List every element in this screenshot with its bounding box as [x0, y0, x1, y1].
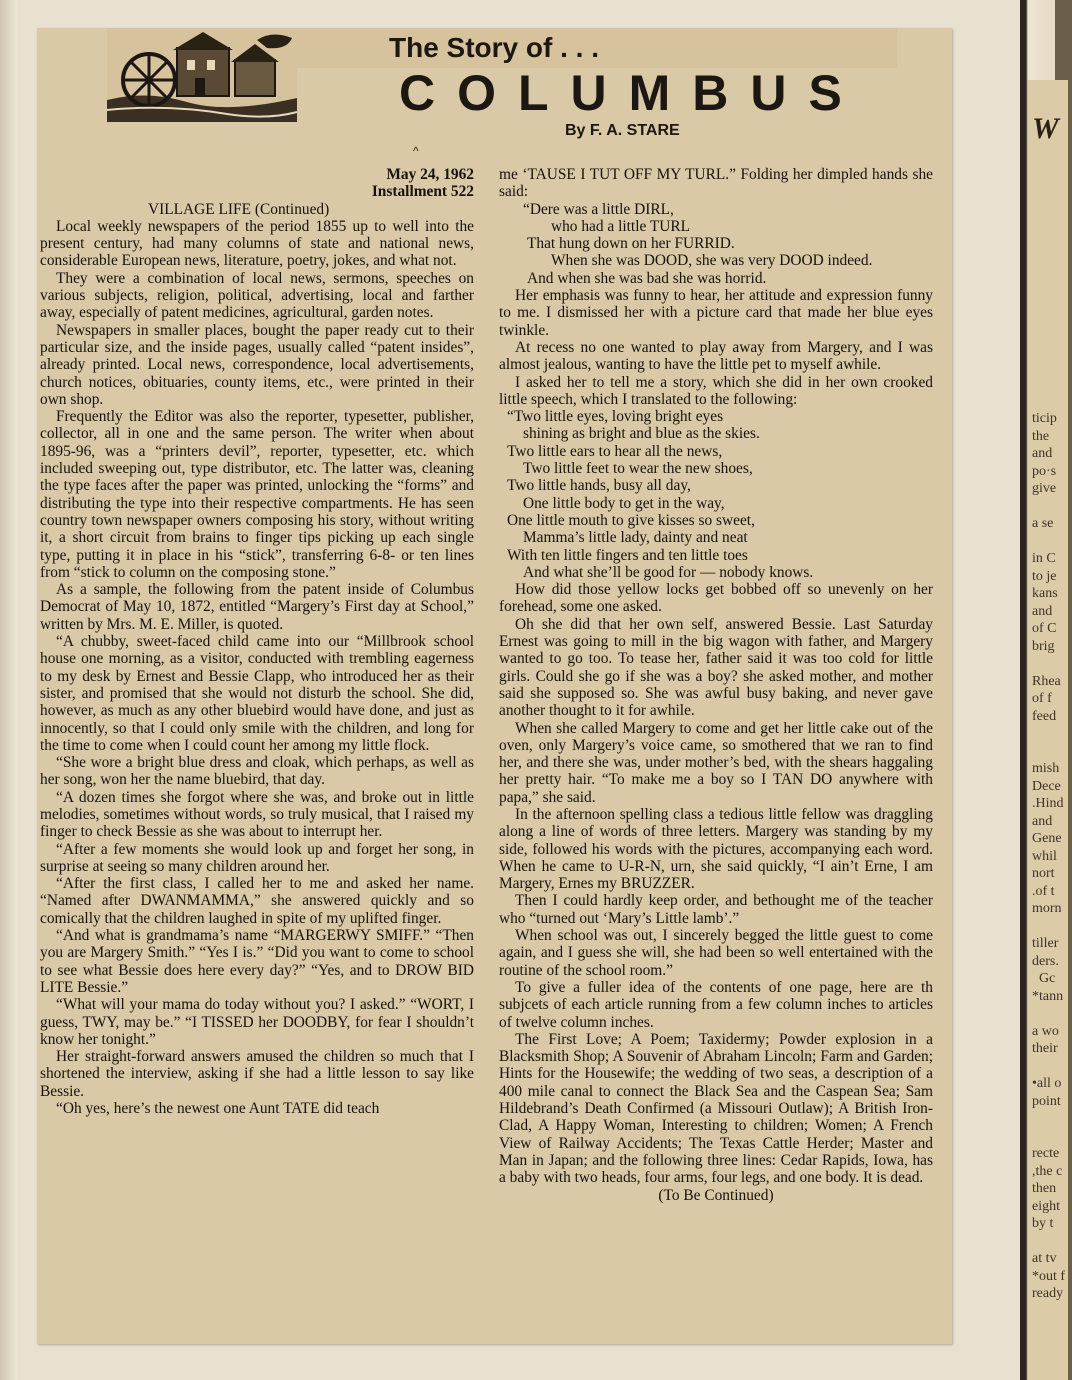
header-title: COLUMBUS: [399, 65, 864, 121]
paragraph: At recess no one wanted to play away from Margery, and I was almost jealous, wanting to have the little pet to myself awhile.: [499, 338, 933, 374]
poem-line: “Dere was a little DIRL,: [523, 200, 674, 218]
paragraph: “A chubby, sweet-faced child came into our “Millbrook school house one morning, as a visitor, conducted with trembling eagerness to my desk by Ernest and Bessie Clapp, who introduced her as their sister, and promised that she would not disturb the school. She did, however, as much as any other bluebird would have done, and just as innocently, so that I could only smile with the children, and long for the time to come when I could count her among my little flock.: [40, 633, 474, 754]
poem-line: When she was DOOD, she was very DOOD indeed.: [551, 252, 873, 270]
paragraph: Then I could hardly keep order, and bethought me of the teacher who “turned out ‘Mary’s Little lamb’.”: [499, 892, 933, 927]
poem-line: Mamma’s little lady, dainty and neat: [523, 529, 748, 547]
paragraph: Local weekly newspapers of the period 1855 up to well into the present century, had many columns of state and national news, considerable European news, literature, poetry, jokes, and what not.: [40, 217, 474, 270]
byline: By F. A. STARE: [565, 122, 680, 139]
paragraph: I asked her to tell me a story, which she did in her own crooked little speech, which I translated to the following:: [499, 373, 933, 408]
poem-line: Two little hands, busy all day,: [507, 477, 691, 495]
adjacent-initial: W: [1032, 112, 1059, 145]
continued-note: (To Be Continued): [658, 1186, 774, 1204]
paragraph: “And what is grandmama’s name “MARGERWY SMIFF.” “Then you are Margery Smith.” “Yes I is.” “Did you want to come to school to see what Bessie does here every day?” “Yes, and to DROW BID LITE Bessie.”: [40, 927, 474, 996]
paragraph: Oh she did that her own self, answered Bessie. Last Saturday Ernest was going to mill in the big wagon with father, and Margery wanted to go too. To tease her, father said it was too cold for little girls. Could she go if she was a boy? she asked mother, and mother said she supposed so. She was awful busy baking, and never gave another thought to it for awhile.: [499, 615, 933, 720]
paragraph: Frequently the Editor was also the reporter, typesetter, publisher, collector, all in one and the same person. The writer when about 1895-96, was a “printers devil”, reporter, typesetter, etc. which included sweeping out, type distributor, etc. The latter was, cleaning the type faces after the paper was printed, unlocking the “forms” and distributing the type into their respective compartments. He has seen country town newspaper owners composing his story, without writing it, a short circuit from brains to finger tips picking up each single type, putting it in place in his “stick”, transferring 6-8- or ten lines from “stick to column on the composing stone.”: [40, 408, 474, 581]
left-column: [40, 166, 474, 1117]
paragraph: “Oh yes, here’s the newest one Aunt TATE did teach: [56, 1100, 380, 1118]
paragraph: “She wore a bright blue dress and cloak, which perhaps, as well as her song, won her the name bluebird, that day.: [40, 754, 474, 789]
paragraph: Her straight-forward answers amused the children so much that I shortened the interview, asking if she had a little lesson to say like Bessie.: [40, 1048, 474, 1100]
header-kicker: The Story of . . .: [389, 32, 600, 63]
paragraph: Her emphasis was funny to hear, her attitude and expression funny to me. I dismissed her with a picture card that made her blue eyes twinkle.: [499, 287, 933, 339]
adjacent-page-edge: [1020, 0, 1066, 1380]
poem-line: shining as bright and blue as the skies.: [523, 425, 760, 443]
paragraph: They were a combination of local news, sermons, speeches on various subjects, religion, political, advertising, local and farther away, especially of patent medicines, agricultural, garden notes.: [40, 269, 474, 322]
adjacent-text-fragments: ticip the and po·s give a se in C to je kans and of C brig Rhea of f feed mish Dece .Hind and Gene whil nort .of t morn tiller ders. Gc *tann a wo their •all o point recte ,the c then eight by t at tv *out f ready: [1032, 411, 1066, 1301]
poem-line: One little mouth to give kisses so sweet,: [507, 511, 755, 529]
paragraph: “After a few moments she would look up and forget her song, in surprise at seeing so many children around her.: [40, 840, 474, 875]
poem-line: who had a little TURL: [551, 217, 691, 235]
page-binding-edge: [0, 0, 18, 1380]
poem-line: With ten little fingers and ten little toes: [507, 546, 748, 564]
poem-line: And when she was bad she was horrid.: [527, 269, 767, 287]
paragraph: Newspapers in smaller places, bought the paper ready cut to their particular size, and the inside pages, usually called “patent insides”, already printed. Local news, correspondence, local advertisements, church notices, obituaries, county items, etc., were printed in their own shop.: [40, 321, 474, 408]
paragraph: To give a fuller idea of the contents of one page, here are th subjcets of each article running from a few column inches to articles of twelve column inches.: [499, 978, 933, 1031]
poem-line: That hung down on her FURRID.: [527, 235, 735, 253]
paragraph: The First Love; A Poem; Taxidermy; Powder explosion in a Blacksmith Shop; A Souvenir of Abraham Lincoln; Farm and Garden; Hints for the Housewife; the wedding of two seas, a description of a 400 mile canal to connect the Black Sea and the Caspean Sea; Sam Hildebrand’s Death Confirmed (a Missouri Outlaw); A British Iron-Clad, A Happy Woman, Interesting to children; Women; A French View of Railway Accidents; The Texas Cattle Herder; Master and Man in Japan; and the following three lines: Cedar Rapids, Iowa, has a baby with two heads, four arms, four legs, and one body. It is dead.: [499, 1030, 933, 1187]
paragraph: In the afternoon spelling class a tedious little fellow was draggling along a line of words of three letters. Margery was standing by my side, followed his words with the pictures, accompanying each word. When he came to U-R-N, urn, she said quickly, “I ain’t Erne, I am Margery, Ernes my BRUZZER.: [499, 805, 933, 893]
section-heading: VILLAGE LIFE (Continued): [148, 200, 330, 218]
article-date: May 24, 1962: [386, 166, 474, 183]
newspaper-clipping: [37, 28, 952, 1344]
poem-line: “Two little eyes, loving bright eyes: [507, 408, 724, 426]
paragraph: How did those yellow locks get bobbed off so unevenly on her forehead, some one asked.: [499, 581, 933, 616]
paragraph: “After the first class, I called her to me and asked her name. “Named after DWANMAMMA,” she answered quickly and so comically that the children laughed in spite of my uplifted finger.: [40, 875, 474, 927]
paragraph: me ‘TAUSE I TUT OFF MY TURL.” Folding her dimpled hands she said:: [499, 166, 933, 201]
poem-line: Two little ears to hear all the news,: [507, 442, 723, 460]
poem-line: Two little feet to wear the new shoes,: [523, 460, 753, 478]
caret-mark: ^: [413, 144, 419, 158]
mill-illustration: [107, 30, 297, 122]
right-column: [499, 166, 933, 1204]
paragraph: When school was out, I sincerely begged the little guest to come again, and I guess she will, she had been so well entertained with the routine of the school room.”: [499, 927, 933, 979]
installment-number: Installment 522: [371, 183, 474, 201]
paragraph: “A dozen times she forgot where she was, and broke out in little melodies, sometimes without words, so truly musical, that I raised my finger to check Bessie as she was about to interrupt her.: [40, 788, 474, 841]
poem-line: And what she’ll be good for — nobody knows.: [523, 563, 814, 581]
paragraph: As a sample, the following from the patent inside of Columbus Democrat of May 10, 1872, entitled “Margery’s First day at School,” written by Mrs. M. E. Miller, is quoted.: [40, 581, 474, 633]
poem-line: One little body to get in the way,: [523, 494, 725, 512]
paragraph: “What will your mama do today without you? I asked.” “WORT, I guess, TWY, may be.” “I TISSED her DOODBY, for fear I shouldn’t know her tonight.”: [40, 996, 474, 1048]
paragraph: When she called Margery to come and get her little cake out of the oven, only Margery’s voice came, so smothered that we ran to find her, and there she was, under mother’s bed, with the shears haggaling her pretty hair. “To make me a boy so I TAN DO anywhere with papa,” she said.: [499, 719, 933, 806]
